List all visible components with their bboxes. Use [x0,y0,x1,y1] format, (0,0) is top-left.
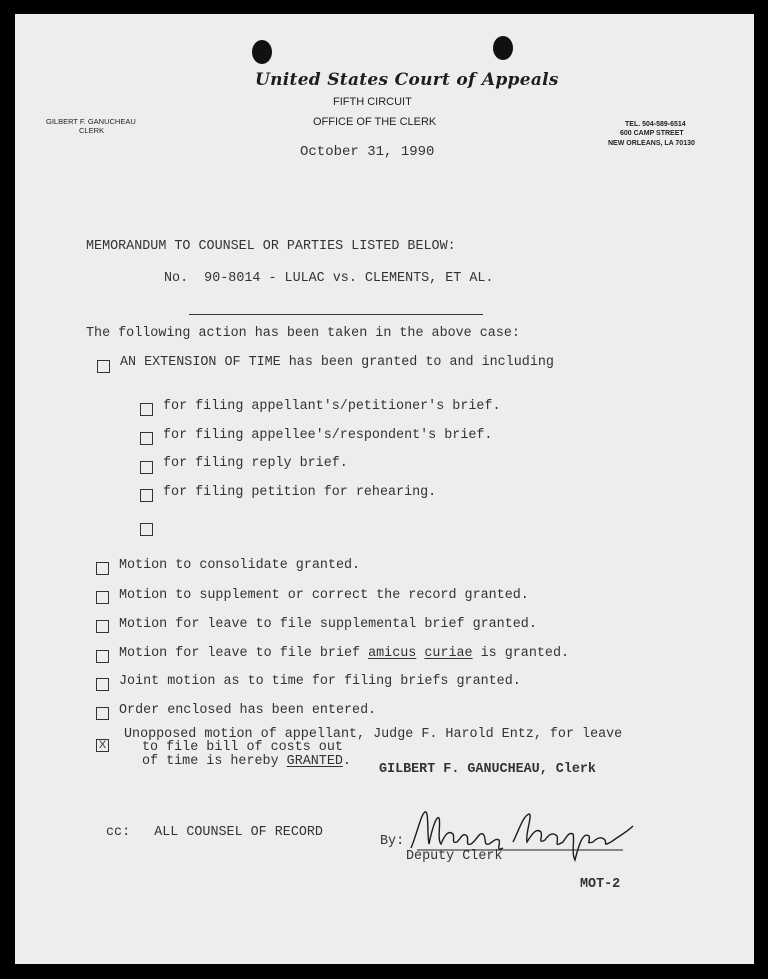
action-label-amicus [119,646,569,661]
divider-rule [189,314,483,315]
action-label: Motion to consolidate granted. [119,558,361,573]
custom-action-line2: to file bill of costs out [142,740,343,755]
form-code: MOT-2 [580,877,621,892]
custom-action-line3 [142,754,351,769]
checkbox-other-blank[interactable] [140,523,153,536]
case-line: No. 90-8014 - LULAC vs. CLEMENTS, ET AL. [164,271,494,286]
cc-line: cc: ALL COUNSEL OF RECORD [106,825,323,840]
by-label: By: [380,834,405,849]
granted-word: GRANTED [286,754,343,769]
extension-option: for filing petition for rehearing. [163,485,437,500]
granted-post: . [342,754,351,769]
action-label: Joint motion as to time for filing briefs granted. [119,674,521,689]
amicus-post: is granted. [472,646,570,661]
granted-pre: of time is hereby [142,754,287,769]
document-page [15,14,754,964]
punch-hole-right [493,36,513,60]
action-label: Order enclosed has been entered. [119,703,377,718]
checkbox-custom-action[interactable]: X [96,739,109,752]
checkbox-reply-brief[interactable] [140,461,153,474]
extension-option: for filing reply brief. [163,456,348,471]
deputy-clerk-label: Deputy Clerk [406,849,503,864]
street: 600 CAMP STREET [620,130,684,137]
court-name: United States Court of Appeals [255,70,559,90]
memo-heading: MEMORANDUM TO COUNSEL OR PARTIES LISTED BELOW: [86,239,456,254]
tel: TEL. 504-589-6514 [625,121,686,128]
amicus-word: amicus [368,646,417,661]
city: NEW ORLEANS, LA 70130 [608,140,695,147]
punch-hole-left [252,40,272,64]
checkbox-extension[interactable] [97,360,110,373]
checkbox-order-enclosed[interactable] [96,707,109,720]
intro-text: The following action has been taken in the above case: [86,326,520,341]
extension-option: for filing appellant's/petitioner's brief. [163,399,501,414]
curiae-word: curiae [424,646,473,661]
extension-label: AN EXTENSION OF TIME has been granted to and including [120,355,554,370]
checkbox-appellant-brief[interactable] [140,403,153,416]
clerk-title: CLERK [79,126,105,135]
custom-action-line1: Unopposed motion of appellant, Judge F. Harold Entz, for leave [124,727,623,742]
extension-option: for filing appellee's/respondent's brief. [163,428,493,443]
amicus-pre: Motion for leave to file brief [119,646,369,661]
action-label: Motion for leave to file supplemental brief granted. [119,617,537,632]
memo-date: October 31, 1990 [300,144,435,160]
checkbox-supplemental-brief[interactable] [96,620,109,633]
checkbox-supplement-record[interactable] [96,591,109,604]
action-label: Motion to supplement or correct the record granted. [119,588,529,603]
checkbox-joint-motion[interactable] [96,678,109,691]
clerk-signature-line: GILBERT F. GANUCHEAU, Clerk [379,762,596,777]
checkbox-consolidate[interactable] [96,562,109,575]
checkbox-appellee-brief[interactable] [140,432,153,445]
checkbox-amicus[interactable] [96,650,109,663]
checkbox-rehearing[interactable] [140,489,153,502]
circuit-label: FIFTH CIRCUIT [333,96,412,108]
office-label: OFFICE OF THE CLERK [313,116,437,128]
clerk-name: GILBERT F. GANUCHEAU [46,117,136,126]
